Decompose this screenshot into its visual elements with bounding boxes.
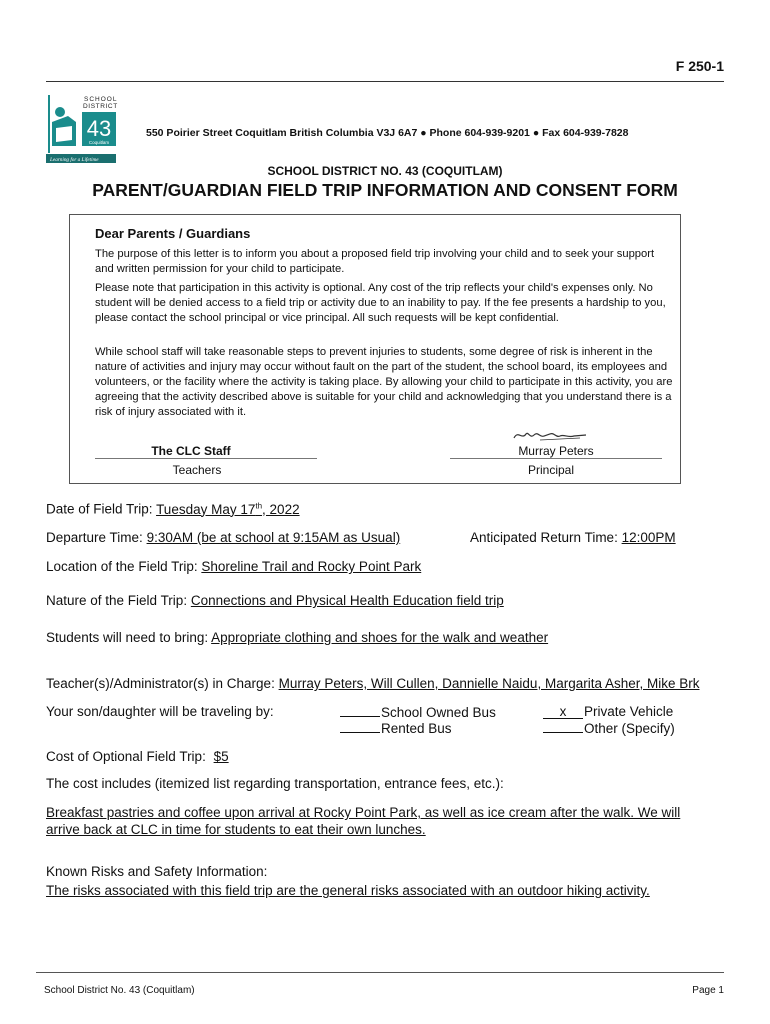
cost-value: $5 (213, 749, 229, 764)
header-rule (46, 81, 724, 82)
other-label: Other (Specify) (584, 721, 675, 736)
principal-signature-line (450, 458, 662, 459)
logo-line2: DISTRICT (83, 103, 118, 110)
trip-date-row (46, 501, 300, 517)
departure-label: Departure Time: (46, 530, 143, 545)
trip-date-main: Tuesday May 17 (156, 501, 256, 517)
footer-rule (36, 972, 724, 973)
travel-option-rented-bus[interactable] (340, 720, 452, 736)
rented-bus-checkbox[interactable] (340, 720, 380, 733)
includes-line-2: arrive back at CLC in time for students to eat their own lunches. (46, 822, 426, 837)
return-row (470, 530, 676, 545)
location-value: Shoreline Trail and Rocky Point Park (201, 559, 422, 574)
travel-option-other[interactable] (543, 720, 675, 736)
nature-label: Nature of the Field Trip: (46, 593, 188, 608)
teacher-role: Teachers (172, 463, 222, 477)
in-charge-row (46, 676, 700, 691)
footer-district: School District No. 43 (Coquitlam) (44, 985, 195, 996)
in-charge-value: Murray Peters, Will Cullen, Dannielle Naidu, Margarita Asher, Mike Brk (278, 676, 700, 691)
includes-label: The cost includes (itemized list regarding transportation, entrance fees, etc.): (46, 776, 504, 791)
form-code: F 250-1 (675, 58, 724, 74)
return-value: 12:00PM (621, 530, 676, 545)
principal-signature-image (510, 426, 590, 444)
principal-role: Principal (527, 463, 575, 477)
logo-line1: SCHOOL (84, 96, 118, 103)
location-label: Location of the Field Trip: (46, 559, 198, 574)
in-charge-label: Teacher(s)/Administrator(s) in Charge: (46, 676, 275, 691)
risks-label: Known Risks and Safety Information: (46, 864, 268, 879)
form-title: PARENT/GUARDIAN FIELD TRIP INFORMATION AND CONSENT FORM (92, 180, 678, 200)
logo-city: Coquitlam (88, 140, 110, 145)
trip-date-suffix: th (255, 501, 263, 510)
letter-paragraph-purpose: The purpose of this letter is to inform you about a proposed field trip involving your child and to seek your support and written permission for your child to participate. (95, 248, 655, 275)
school-district-logo (46, 92, 118, 164)
nature-value: Connections and Physical Health Education field trip (190, 593, 504, 608)
rented-bus-label: Rented Bus (381, 721, 452, 736)
logo-tagline: Learning for a Lifetime (50, 157, 99, 163)
travel-label: Your son/daughter will be traveling by: (46, 704, 274, 719)
trip-date-label: Date of Field Trip: (46, 501, 153, 517)
district-name: SCHOOL DISTRICT NO. 43 (COQUITLAM) (267, 164, 503, 178)
private-vehicle-label: Private Vehicle (584, 704, 674, 719)
logo-number: 43 (86, 116, 112, 141)
district-address: 550 Poirier Street Coquitlam British Columbia V3J 6A7 ● Phone 604-939-9201 ● Fax 604-939-7828 (146, 127, 629, 139)
departure-value: 9:30AM (be at school at 9:15AM as Usual) (146, 530, 401, 545)
bring-label: Students will need to bring: (46, 630, 209, 645)
trip-date-year: , 2022 (262, 501, 300, 517)
includes-line-1: Breakfast pastries and coffee upon arrival at Rocky Point Park, as well as ice cream after the walk. We will (46, 805, 681, 820)
footer-page-number: Page 1 (692, 985, 724, 996)
principal-name: Murray Peters (518, 444, 594, 458)
teacher-signature-line (95, 458, 317, 459)
risks-value: The risks associated with this field trip are the general risks associated with an outdoor hiking activity. (46, 883, 650, 898)
letter-paragraph-optional: Please note that participation in this activity is optional. Any cost of the trip reflects your child's expenses only. No student will be denied access to a field trip or activity due to an inability to pay. If the fee presents a hardship to you, please contact the school principal or vice principal. All such requests will be kept confidential. (95, 282, 666, 324)
school-bus-checkbox[interactable] (340, 704, 380, 717)
bring-row (46, 630, 548, 645)
teacher-name: The CLC Staff (151, 444, 231, 458)
school-bus-label: School Owned Bus (381, 705, 496, 720)
private-vehicle-checkbox[interactable]: x (543, 706, 583, 719)
nature-row (46, 593, 504, 608)
cost-row (46, 749, 233, 764)
travel-option-private-vehicle[interactable] (543, 704, 673, 719)
letter-paragraph-risk: While school staff will take reasonable steps to prevent injuries to students, some degree of risk is inherent in the nature of activities and injury may occur without fault on the part of the student, the school board, its employees and volunteers, or the facility where the activity is taking place. By allowing your child to participate in this activity, you are agreeing that the activity described above is suitable for your child and acknowledging that you understand there is a risk of injury associated with it. (95, 346, 673, 418)
letter-salutation: Dear Parents / Guardians (95, 226, 251, 241)
travel-option-school-bus[interactable] (340, 704, 496, 720)
return-label: Anticipated Return Time: (470, 530, 618, 545)
other-checkbox[interactable] (543, 720, 583, 733)
departure-row (46, 530, 400, 545)
trip-date-value (156, 502, 300, 517)
cost-label: Cost of Optional Field Trip: (46, 749, 206, 764)
bring-value: Appropriate clothing and shoes for the walk and weather (211, 630, 549, 645)
location-row (46, 559, 421, 574)
